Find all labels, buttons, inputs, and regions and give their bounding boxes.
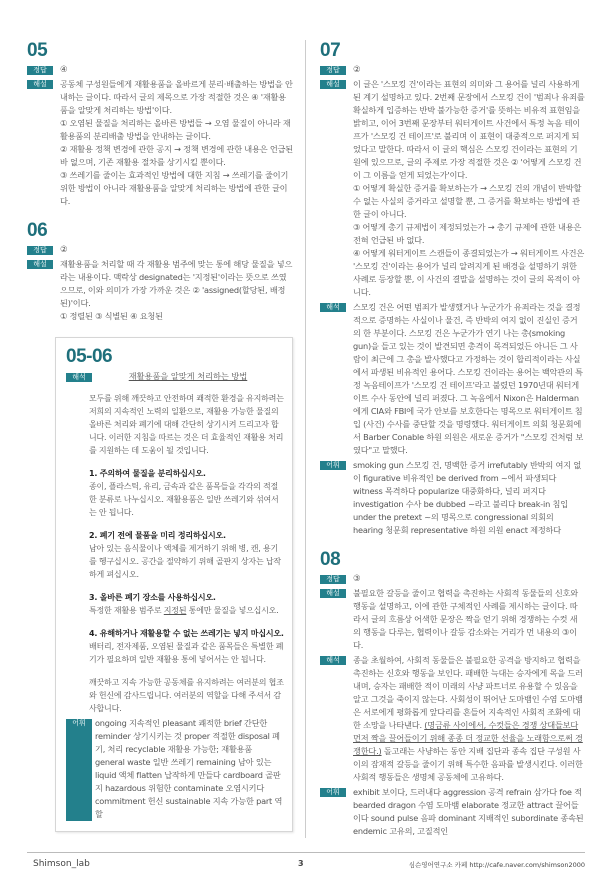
underlined-word: 지정된 bbox=[163, 606, 187, 615]
question-number-06: 06 bbox=[27, 220, 48, 241]
vocab-05-06 bbox=[66, 717, 284, 821]
vocab-text: ongoing 지속적인 pleasant 쾌적한 brief 간단한 reminder 상기시키는 것 proper 적절한 disposal 폐기, 처리 recyclable 재활용 가능한; 재활용품 general waste 일반 쓰레기 remaining 남아 있는 liquid 액체 flatten 납작하게 만들다 cardboard 골판지 hazardous 위험한 contaminate 오염시키다 commitment 헌신 sustainable 지속 가능한 part 역할 bbox=[95, 718, 283, 819]
passage-intro: 모두를 위해 깨끗하고 안전하며 쾌적한 환경을 유지하려는 저희의 지속적인 노력의 일환으로, 재활용 가능한 물질의 올바른 처리와 폐기에 대해 간단히 상기시켜 드리고자 합니다. 이러한 지침을 따르는 것은 더 효율적인 재활용 처리를 지원하는 데 도움이 될 것입니다. bbox=[89, 394, 284, 455]
passage-title: 재활용품을 알맞게 처리하는 방법 bbox=[128, 371, 248, 381]
vocab-tag: 어휘 bbox=[320, 461, 346, 470]
translation-tag: 해석 bbox=[320, 303, 346, 312]
explanation-paragraph: ② 재활용 정책 변경에 관한 공지 → 정책 변경에 관한 내용은 언급된 바 없으며, 기존 재활용 절차를 상기시킬 뿐이다. bbox=[60, 144, 293, 167]
answer-08: ③ bbox=[353, 574, 361, 584]
passage-closing: 깨끗하고 지속 가능한 공동체를 유지하려는 여러분의 협조와 헌신에 감사드립니다. 여러분의 역할을 다해 주셔서 감사합니다. bbox=[89, 678, 284, 713]
answer-tag: 정답 bbox=[320, 575, 346, 584]
left-column bbox=[27, 40, 305, 838]
vocab-07: smoking gun 스모킹 건, 명백한 증거 irrefutably 반박의 여지 없이 figurative 비유적인 be derived from ~에서 파생되다 witness 목격하다 popularize 대중화하다, 널리 퍼지다 investigation 수사 be dubbed ~라고 불리다 break-in 침입 under the pretext ~의 명목으로 congressional 의회의 hearing 청문회 representative 하원 의원 enact 제정하다 bbox=[353, 460, 582, 535]
explanation-paragraph: ③ 쓰레기를 줄이는 효과적인 방법에 대한 지침 → 쓰레기를 줄이기 위한 방법이 아니라 재활용품을 알맞게 처리하는 방법에 관한 글이다. bbox=[60, 170, 289, 206]
column-divider bbox=[305, 40, 306, 838]
item-body: 종이, 플라스틱, 유리, 금속과 같은 품목들을 각각의 적절한 분류로 나누십시오. 재활용품은 일반 쓰레기와 섞여서는 안 됩니다. bbox=[89, 482, 279, 517]
item-heading: 2. 폐기 전에 물품을 미리 정리하십시오. bbox=[89, 531, 226, 540]
answer-07: ② bbox=[353, 65, 361, 75]
explanation-tag: 해설 bbox=[27, 80, 53, 89]
explanation-08: 불필요한 갈등을 줄이고 협력을 촉진하는 사회적 동물들의 신호와 행동을 설명하고, 이에 관한 구체적인 사례를 제시하는 글이다. 따라서 글의 흐름상 어색한 문장은 짝을 얻기 위해 경쟁하는 수컷 새의 행동을 다루는, 협력이나 갈등 감소와는 거리가 먼 내용의 ③이다. bbox=[353, 588, 578, 650]
explanation-paragraph: ③ 어떻게 총기 규제법이 제정되었는가 → 총기 규제에 관한 내용은 전혀 언급된 바 없다. bbox=[353, 222, 582, 245]
question-number-07: 07 bbox=[320, 40, 341, 61]
question-number-08: 08 bbox=[320, 549, 341, 570]
page-number: 3 bbox=[298, 859, 304, 868]
item-heading: 4. 유해하거나 재활용할 수 없는 쓰레기는 넣지 마십시오. bbox=[89, 629, 284, 638]
explanation-paragraph: 공동체 구성원들에게 재활용품을 올바르게 분리·배출하는 방법을 안내하는 글이다. 따라서 글의 제목으로 가장 적절한 것은 ④ '재활용품을 알맞게 처리하는 방법'이다. bbox=[60, 79, 293, 115]
item-heading: 1. 주의하여 물질을 분리하십시오. bbox=[89, 469, 206, 478]
explanation-06 bbox=[60, 258, 293, 323]
explanation-paragraph: ④ 어떻게 워터게이트 스캔들이 종결되었는가 → 워터게이트 사건은 '스모킹 건'이라는 용어가 널리 알려지게 된 배경을 설명하기 위한 사례로 등장할 뿐, 이 사건의 결말을 설명하는 것이 글의 목적이 아니다. bbox=[353, 248, 585, 297]
explanation-paragraph: ① 어떻게 확실한 증거를 확보하는가 → 스모킹 건의 개념이 반박할 수 없는 사실의 증거라고 설명할 뿐, 그 증거를 확보하는 방법에 관한 글이 아니다. bbox=[353, 183, 582, 219]
footer-cafe-link[interactable]: 심슨영어연구소 카페 http://cafe.naver.com/shimson2000 bbox=[408, 861, 585, 869]
translation-tag: 해석 bbox=[320, 656, 346, 665]
explanation-07 bbox=[353, 78, 585, 299]
answer-tag: 정답 bbox=[320, 66, 346, 75]
answer-05: ④ bbox=[60, 65, 68, 75]
passage-body bbox=[89, 392, 284, 715]
explanation-paragraph: ① 정렬된 ③ 식별된 ④ 요청된 bbox=[60, 311, 163, 321]
passage-number: 05-06 bbox=[66, 346, 113, 367]
translation-tag: 해석 bbox=[66, 373, 92, 382]
explanation-paragraph: ① 오염된 물질을 처리하는 올바른 방법들 → 오염 물질이 아니라 재활용품의 분리배출 방법을 안내하는 글이다. bbox=[60, 118, 291, 141]
vocab-tag: 어휘 bbox=[66, 719, 92, 821]
answer-tag: 정답 bbox=[27, 66, 53, 75]
vocab-tag: 어휘 bbox=[320, 788, 346, 797]
explanation-paragraph: 재활용품을 처리할 때 각 재활용 범주에 맞는 통에 해당 물질을 넣으라는 내용이다. 맥락상 designated는 '지정된'이라는 뜻으로 쓰였으므로, 이와 의미가 가장 가까운 것은 ② 'assigned(할당된, 배정된)'이다. bbox=[60, 259, 293, 308]
explanation-tag: 해설 bbox=[27, 260, 53, 269]
underlined-sentence: (명금류 사이에서, 수컷들은 경쟁 상대들보다 먼저 짝을 끌어들이기 위해 종종 더 정교한 선율을 노래함으로써 경쟁한다.) bbox=[353, 720, 583, 756]
translation-07: 스모킹 건은 어떤 범죄가 발생했거나 누군가가 유죄라는 것을 결정적으로 증명하는 사실이나 물건, 즉 반박의 여지 없이 진실인 증거의 한 부분이다. 스모킹 건은 누군가가 연기 나는 총(smoking gun)을 들고 있는 것이 발견되면 총격이 목격되었든 아니든 그 사람이 최근에 그 총을 발사했다고 가정하는 것이 합리적이라는 사실에서 파생된 비유적인 용어다. 스모킹 건이라는 용어는 백악관의 특정 녹음테이프가 '스모킹 건 테이프'라고 불렸던 1970년대 워터게이트 수사 동안에 널리 퍼졌다. 그 녹음에서 Nixon은 Halderman에게 CIA와 FBI에 국가 안보를 보호한다는 명목으로 워터게이트 침입 (사건) 수사를 중단할 것을 명령했다. 워터게이트 의회 청문회에서 Barber Conable 하원 의원은 새로운 증거가 "스모킹 건처럼 보였다"고 말했다. bbox=[353, 302, 584, 455]
passage-item bbox=[89, 467, 284, 519]
answer-tag: 정답 bbox=[27, 246, 53, 255]
translation-text: 돌고래는 사냥하는 동안 지배 집단과 종속 집단 구성원 사이의 잠재적 갈등을 줄이기 위해 특수한 음파를 발생시킨다. 이러한 사회적 행동들은 생명체 공동체에 고유하다. bbox=[353, 746, 583, 782]
answer-06: ② bbox=[60, 245, 68, 255]
item-body: 통에만 물질을 넣으십시오. bbox=[186, 606, 279, 615]
explanation-05 bbox=[60, 78, 293, 208]
vocab-08: exhibit 보이다, 드러내다 aggression 공격 refrain 삼가다 foe 적 bearded dragon 수염 도마뱀 elaborate 정교한 attract 끌어들이다 sound pulse 음파 dominant 지배적인 subordinate 종속된 endemic 고유의, 고질적인 bbox=[353, 787, 584, 836]
footer-brand: Shimson_lab bbox=[33, 859, 90, 869]
item-body: 특정한 재활용 범주로 bbox=[89, 606, 164, 615]
item-body: 배터리, 전자제품, 오염된 물질과 같은 품목들은 특별한 폐기가 필요하며 일반 재활용 통에 넣어서는 안 됩니다. bbox=[89, 642, 284, 664]
right-column bbox=[320, 40, 585, 838]
explanation-tag: 해설 bbox=[320, 589, 346, 598]
translation-08 bbox=[353, 654, 585, 784]
footer bbox=[27, 852, 585, 875]
passage-item bbox=[89, 529, 284, 581]
passage-box-05-06 bbox=[55, 337, 293, 832]
passage-item bbox=[89, 627, 284, 666]
translation-text: 종을 초월하여, 사회적 동물들은 불필요한 공격을 방지하고 협력을 촉진하는 신호와 행동을 보인다. 패배한 늑대는 승자에게 목을 드러내며, 승자는 패배한 적이 미래의 사냥 파트너로 유용할 수 있음을 알고 그것을 죽이지 않는다. 사회성이 뛰어난 도마뱀인 수염 도마뱀은 서로에게 평화롭게 앞다리를 흔들어 지속적인 사회적 조화에 대한 소망을 나타낸다. bbox=[353, 655, 583, 730]
passage-item bbox=[89, 591, 284, 617]
explanation-tag: 해설 bbox=[320, 80, 346, 89]
item-body: 남아 있는 음식물이나 액체를 제거하기 위해 병, 캔, 용기를 헹구십시오. 공간을 절약하기 위해 골판지 상자는 납작하게 펴십시오. bbox=[89, 544, 281, 579]
question-number-05: 05 bbox=[27, 40, 48, 61]
item-heading: 3. 올바른 폐기 장소를 사용하십시오. bbox=[89, 593, 216, 602]
explanation-paragraph: 이 글은 '스모킹 건'이라는 표현의 의미와 그 용어를 널리 사용하게 된 계기 설명하고 있다. 2번째 문장에서 스모킹 건이 '범죄나 유죄를 확실하게 입증하는 반박 불가능한 증거'를 뜻하는 비유적 표현임을 밝히고, 이어 3번째 문장부터 워터게이트 사건에서 특정 녹음 테이프가 '스모킹 건 테이프'로 불리며 이 표현이 대중적으로 퍼지게 되었다고 말한다. 따라서 이 글의 핵심은 스모킹 건이라는 표현의 기원에 있으므로, 글의 주제로 가장 적절한 것은 ② '어떻게 스모킹 건이 그 이름을 얻게 되었는가'이다. bbox=[353, 79, 585, 180]
